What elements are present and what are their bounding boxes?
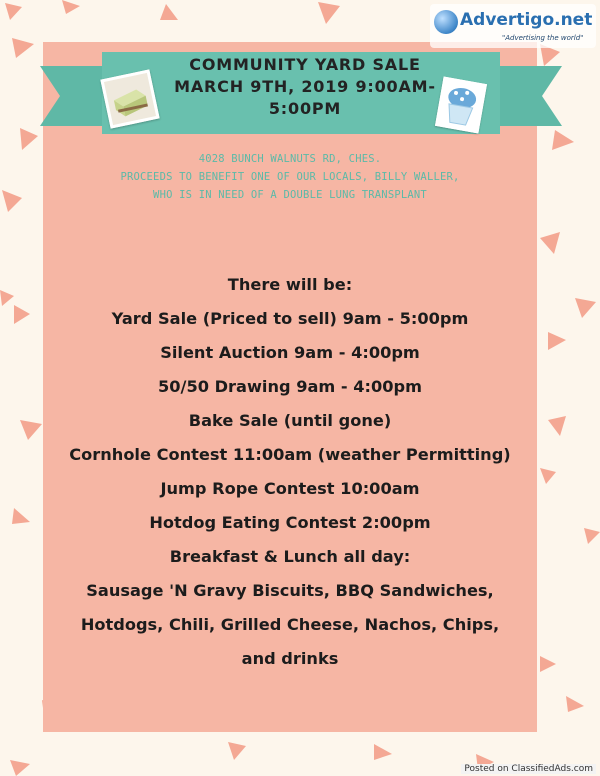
schedule-item-hotdog-contest: Hotdog Eating Contest 2:00pm [149,513,431,532]
banner-title-line-1: COMMUNITY YARD SALE [189,55,421,74]
schedule-item-cornhole: Cornhole Contest 11:00am (weather Permitting) [69,445,511,464]
schedule-item-drawing: 50/50 Drawing 9am - 4:00pm [158,377,422,396]
address-block [60,150,520,204]
title-banner [40,52,562,140]
watermark-tagline: "Advertising the world" [502,34,584,42]
globe-icon [434,10,458,34]
schedule-item-yard-sale: Yard Sale (Priced to sell) 9am - 5:00pm [111,309,469,328]
posted-on-label: Posted on ClassifiedAds.com [461,764,596,774]
schedule-item-food-line-1: Sausage 'N Gravy Biscuits, BBQ Sandwiches, [86,581,494,600]
benefit-line-2: WHO IS IN NEED OF A DOUBLE LUNG TRANSPLANT [153,189,427,201]
address-line: 4028 BUNCH WALNUTS RD, CHES. [198,153,382,165]
schedule-heading: There will be: [227,275,353,294]
benefit-line: PROCEEDS TO BENEFIT ONE OF OUR LOCALS, BILLY WALLER, [120,171,460,183]
banner-title-line-3: 5:00PM [268,99,342,118]
event-schedule [43,268,537,676]
schedule-item-food-line-3: and drinks [241,649,339,668]
schedule-item-food-heading: Breakfast & Lunch all day: [169,547,411,566]
banner-title-line-2: MARCH 9TH, 2019 9:00AM- [174,77,436,96]
schedule-item-bake-sale: Bake Sale (until gone) [188,411,392,430]
schedule-item-food-line-2: Hotdogs, Chili, Grilled Cheese, Nachos, Chips, [80,615,500,634]
advertigo-watermark[interactable] [430,4,596,48]
schedule-item-silent-auction: Silent Auction 9am - 4:00pm [160,343,420,362]
watermark-name: Advertigo.net [460,10,593,30]
schedule-item-jump-rope: Jump Rope Contest 10:00am [160,479,420,498]
banner-title [150,54,460,120]
